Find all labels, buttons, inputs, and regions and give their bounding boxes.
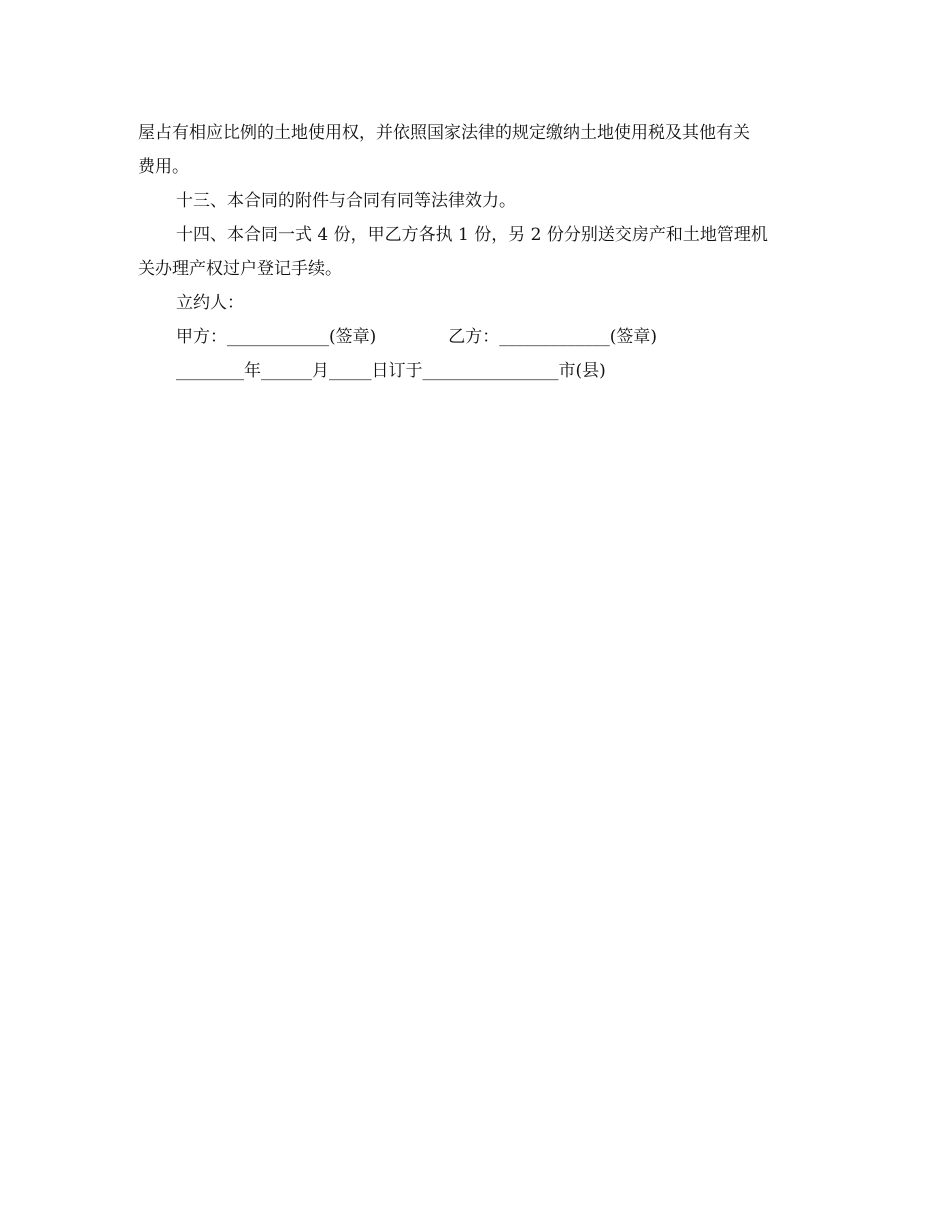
signatories-heading: 立约人：	[176, 293, 244, 313]
paragraph-line: 屋占有相应比例的土地使用权，并依照国家法律的规定缴纳土地使用税及其他有关	[138, 123, 750, 143]
document-body	[138, 116, 818, 388]
date-place-line: ________年______月_____日订于________________市(县)	[176, 361, 606, 381]
party-a-signature: 甲方：____________(签章)	[176, 327, 377, 347]
party-b-signature: 乙方：_____________(签章)	[448, 327, 658, 347]
paragraph-line: 费用。	[138, 157, 189, 177]
signature-row	[138, 320, 818, 354]
clause-13: 十三、本合同的附件与合同有同等法律效力。	[176, 191, 516, 211]
clause-14-line-1: 十四、本合同一式 4 份，甲乙方各执 1 份，另 2 份分别送交房产和土地管理机	[176, 225, 768, 245]
clause-14-line-2: 关办理产权过户登记手续。	[138, 259, 342, 279]
